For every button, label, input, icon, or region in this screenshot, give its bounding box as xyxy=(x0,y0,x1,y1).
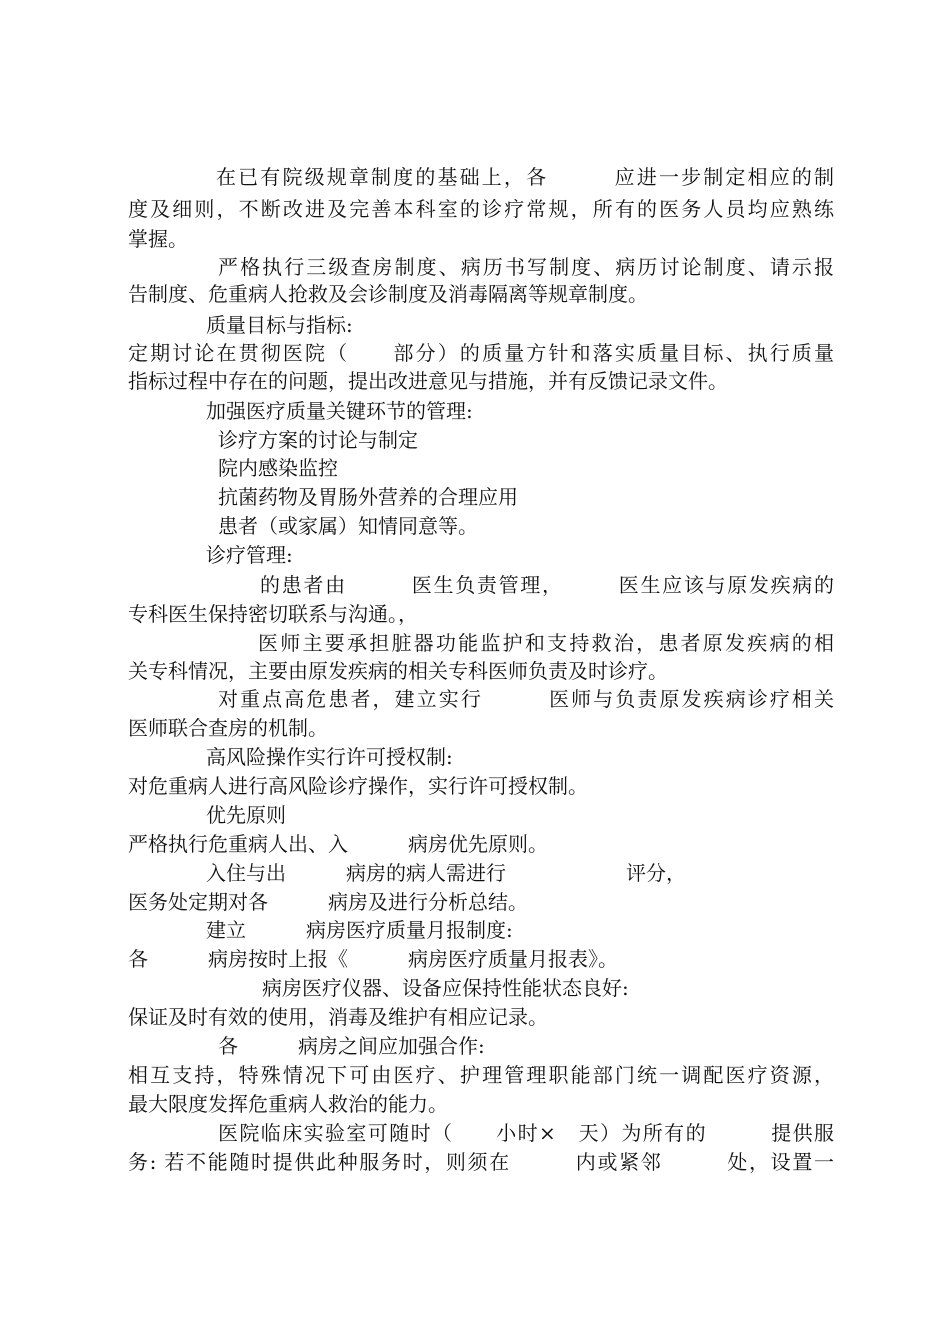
paragraph-line: 在已有院级规章制度的基础上，各 应进一步制定相应的制 xyxy=(216,165,834,189)
section-heading: 诊疗管理: xyxy=(206,543,293,567)
paragraph-line: 各 病房按时上报《 病房医疗质量月报表》。 xyxy=(128,947,618,971)
paragraph-line: 相互支持，特殊情况下可由医疗、护理管理职能部门统一调配医疗资源， xyxy=(128,1063,834,1087)
paragraph-line: 医师主要承担脏器功能监护和支持救治，患者原发疾病的相 xyxy=(258,631,834,655)
paragraph-line: 度及细则，不断改进及完善本科室的诊疗常规，所有的医务人员均应熟练 xyxy=(128,197,834,221)
section-heading: 质量目标与指标: xyxy=(206,313,353,337)
paragraph-line: 医师联合查房的机制。 xyxy=(128,716,328,740)
section-heading: 病房医疗仪器、设备应保持性能状态良好: xyxy=(262,976,629,1000)
paragraph-line: 掌握。 xyxy=(128,227,188,251)
paragraph-line: 专科医生保持密切联系与沟通。， xyxy=(128,602,418,626)
paragraph-line: 医务处定期对各 病房及进行分析总结。 xyxy=(128,890,528,914)
section-heading: 建立 病房医疗质量月报制度: xyxy=(206,918,513,942)
paragraph-line: 务: 若不能随时提供此种服务时，则须在 内或紧邻 处，设置一 xyxy=(128,1150,834,1174)
section-heading: 入住与出 病房的病人需进行 评分， xyxy=(206,861,686,885)
paragraph-line: 对危重病人进行高风险诊疗操作，实行许可授权制。 xyxy=(128,774,588,798)
section-heading: 各 病房之间应加强合作: xyxy=(218,1034,485,1058)
list-item: 抗菌药物及胃肠外营养的合理应用 xyxy=(218,485,518,509)
paragraph-line: 定期讨论在贯彻医院（ 部分）的质量方针和落实质量目标、执行质量 xyxy=(128,341,834,365)
paragraph-line: 告制度、危重病人抢救及会诊制度及消毒隔离等规章制度。 xyxy=(128,282,648,306)
paragraph-line: 严格执行三级查房制度、病历书写制度、病历讨论制度、请示报 xyxy=(218,255,834,279)
paragraph-line: 关专科情况，主要由原发疾病的相关专科医师负责及时诊疗。 xyxy=(128,659,668,683)
paragraph-line: 对重点高危患者，建立实行 医师与负责原发疾病诊疗相关 xyxy=(218,687,834,711)
paragraph-line: 严格执行危重病人出、入 病房优先原则。 xyxy=(128,832,548,856)
list-item: 患者（或家属）知情同意等。 xyxy=(218,514,478,538)
paragraph-line: 医院临床实验室可随时（ 小时× 天）为所有的 提供服 xyxy=(218,1121,834,1145)
section-heading: 加强医疗质量关键环节的管理: xyxy=(206,399,473,423)
paragraph-line: 最大限度发挥危重病人救治的能力。 xyxy=(128,1092,448,1116)
section-heading: 优先原则 xyxy=(206,803,286,827)
section-heading: 高风险操作实行许可授权制: xyxy=(206,745,453,769)
paragraph-line: 的患者由 医生负责管理， 医生应该与原发疾病的 xyxy=(260,573,834,597)
paragraph-line: 保证及时有效的使用，消毒及维护有相应记录。 xyxy=(128,1005,548,1029)
list-item: 院内感染监控 xyxy=(218,456,338,480)
paragraph-line: 指标过程中存在的问题，提出改进意见与措施，并有反馈记录文件。 xyxy=(128,369,728,393)
list-item: 诊疗方案的讨论与制定 xyxy=(218,428,418,452)
